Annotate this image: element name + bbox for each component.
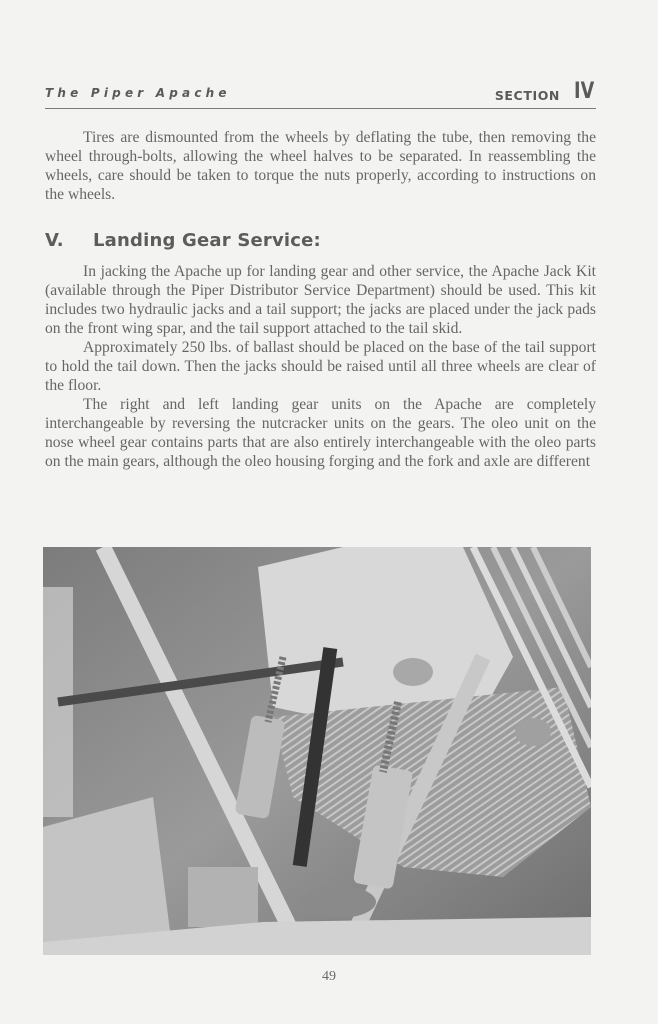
jack-pad-right — [515, 718, 551, 746]
wheel-washer — [300, 886, 376, 918]
section-number: IV — [573, 79, 594, 104]
photo-illustration — [43, 547, 591, 955]
landing-gear-photo — [43, 547, 591, 955]
section-heading-title: Landing Gear Service: — [93, 230, 321, 251]
jack-pad-left — [393, 658, 433, 686]
intro-text — [45, 128, 596, 204]
book-title: The Piper Apache — [45, 86, 231, 100]
section-body — [45, 262, 596, 471]
brake-valves — [188, 867, 258, 927]
page-number: 49 — [322, 969, 336, 984]
section-heading-number: V. — [45, 230, 64, 251]
body-paragraph: The right and left landing gear units on the Apache are completely interchangeable by reversing the nutcracker units on the gears. The oleo unit on the nose wheel gear contains parts that are also entirely interchangeable with the oleo parts on the main gears, although the oleo housing forging and the fork and axle are different — [45, 396, 596, 470]
intro-paragraph: Tires are dismounted from the wheels by deflating the tube, then removing the wheel through-bolts, allowing the wheel halves to be separated. In reassembling the wheels, care should be taken to torque the nuts properly, according to instructions on the wheels. — [45, 129, 596, 203]
body-paragraph: Approximately 250 lbs. of ballast should be placed on the base of the tail support to hold the tail down. Then the jacks should be raised until all three wheels are clear of the floor. — [45, 339, 596, 394]
section-heading — [45, 230, 321, 251]
body-paragraph: In jacking the Apache up for landing gear and other service, the Apache Jack Kit (available through the Piper Distributor Service Department) should be used. This kit includes two hydraulic jacks and a tail support; the jacks are placed under the jack pads on the front wing spar, and the tail support attached to the tail skid. — [45, 263, 596, 337]
running-head — [45, 79, 596, 109]
section-label: SECTION — [494, 88, 560, 103]
